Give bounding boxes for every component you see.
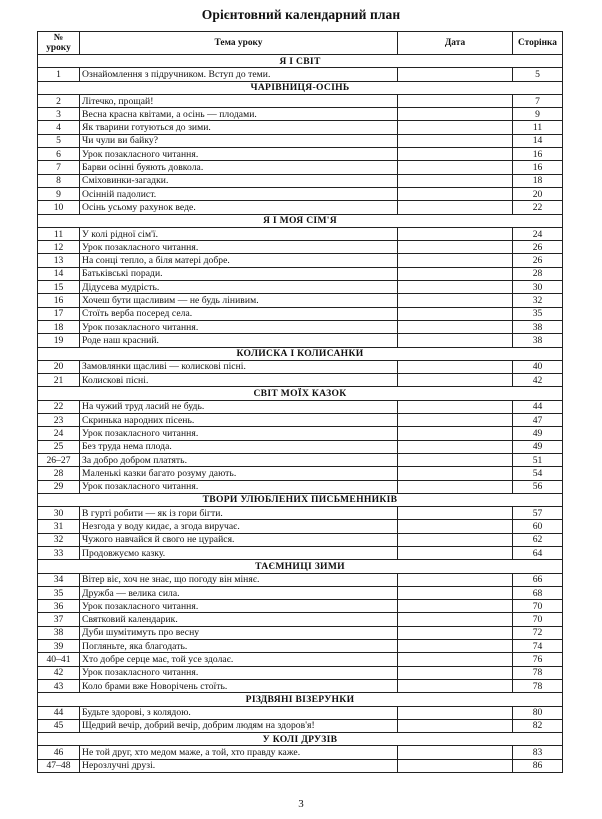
lesson-date-cell [398,440,513,453]
lesson-page-cell: 78 [513,679,563,692]
lesson-date-cell [398,201,513,214]
lesson-topic-cell: Як тварини готуються до зими. [80,121,398,134]
lesson-number-cell: 46 [38,746,80,759]
lesson-page-cell: 68 [513,586,563,599]
lesson-page-cell: 16 [513,161,563,174]
lesson-topic-cell: Святковий календарик. [80,613,398,626]
table-row [38,68,563,81]
lesson-date-cell [398,187,513,200]
lesson-page-cell: 20 [513,187,563,200]
lesson-page-cell: 40 [513,360,563,373]
table-row [38,453,563,466]
lesson-date-cell [398,600,513,613]
table-row [38,187,563,200]
lesson-number-cell: 38 [38,626,80,639]
lesson-page-cell: 54 [513,467,563,480]
section-row [38,347,563,360]
lesson-date-cell [398,254,513,267]
lesson-topic-cell: Замовлянки щасливі — колискові пісні. [80,360,398,373]
lesson-date-cell [398,586,513,599]
table-row [38,440,563,453]
lesson-date-cell [398,520,513,533]
lesson-date-cell [398,453,513,466]
table-row [38,360,563,373]
table-row [38,227,563,240]
lesson-page-cell: 30 [513,281,563,294]
lesson-page-cell: 38 [513,320,563,333]
lesson-date-cell [398,68,513,81]
lesson-number-cell: 11 [38,227,80,240]
section-title: Я І СВІТ [38,55,563,68]
lesson-topic-cell: Літечко, прощай! [80,94,398,107]
lesson-topic-cell: Вітер віє, хоч не знає, що погоду він міняє. [80,573,398,586]
lesson-topic-cell: Урок позакласного читання. [80,600,398,613]
lesson-date-cell [398,507,513,520]
lesson-number-cell: 37 [38,613,80,626]
lesson-number-cell: 33 [38,546,80,559]
table-row [38,374,563,387]
lesson-number-cell: 28 [38,467,80,480]
lesson-topic-cell: Урок позакласного читання. [80,480,398,493]
lesson-date-cell [398,626,513,639]
table-row [38,613,563,626]
lesson-page-cell: 76 [513,653,563,666]
lesson-topic-cell: Урок позакласного читання. [80,241,398,254]
lesson-number-cell: 18 [38,320,80,333]
lesson-number-cell: 10 [38,201,80,214]
lesson-topic-cell: Сміховинки-загадки. [80,174,398,187]
lesson-date-cell [398,134,513,147]
section-title: Я І МОЯ СІМ'Я [38,214,563,227]
lesson-number-cell: 30 [38,507,80,520]
lesson-page-cell: 66 [513,573,563,586]
section-title: КОЛИСКА І КОЛИСАНКИ [38,347,563,360]
lesson-date-cell [398,94,513,107]
lesson-date-cell [398,480,513,493]
lesson-page-cell: 32 [513,294,563,307]
lesson-page-cell: 44 [513,400,563,413]
lesson-topic-cell: Погляньте, яка благодать. [80,640,398,653]
lesson-number-cell: 35 [38,586,80,599]
table-row [38,414,563,427]
table-header-row [38,32,563,55]
lesson-number-cell: 23 [38,414,80,427]
section-row [38,693,563,706]
lesson-number-cell: 43 [38,679,80,692]
table-body [38,55,563,773]
lesson-page-cell: 22 [513,201,563,214]
section-row [38,214,563,227]
lesson-date-cell [398,573,513,586]
lesson-date-cell [398,161,513,174]
lesson-page-cell: 86 [513,759,563,772]
lesson-topic-cell: Урок позакласного читання. [80,320,398,333]
lesson-number-cell: 42 [38,666,80,679]
lesson-number-cell: 47–48 [38,759,80,772]
lesson-number-cell: 19 [38,334,80,347]
table-row [38,427,563,440]
lesson-topic-cell: Будьте здорові, з колядою. [80,706,398,719]
lesson-topic-cell: Стоїть верба посеред села. [80,307,398,320]
lesson-number-cell: 9 [38,187,80,200]
header-topic: Тема уроку [80,32,398,55]
lesson-topic-cell: Осінь усьому рахунок веде. [80,201,398,214]
lesson-number-cell: 1 [38,68,80,81]
section-title: ЧАРІВНИЦЯ-ОСІНЬ [38,81,563,94]
lesson-date-cell [398,706,513,719]
lesson-topic-cell: Роде наш красний. [80,334,398,347]
section-title: РІЗДВЯНІ ВІЗЕРУНКИ [38,693,563,706]
lesson-date-cell [398,679,513,692]
lesson-page-cell: 72 [513,626,563,639]
table-row [38,134,563,147]
table-row [38,320,563,333]
lesson-topic-cell: Урок позакласного читання. [80,666,398,679]
header-page: Сторінка [513,32,563,55]
lesson-page-cell: 49 [513,427,563,440]
lesson-page-cell: 49 [513,440,563,453]
lesson-page-cell: 42 [513,374,563,387]
lesson-date-cell [398,227,513,240]
lesson-topic-cell: Урок позакласного читання. [80,148,398,161]
lesson-page-cell: 26 [513,241,563,254]
section-row [38,55,563,68]
lesson-topic-cell: Урок позакласного читання. [80,427,398,440]
table-row [38,174,563,187]
table-row [38,281,563,294]
lesson-date-cell [398,108,513,121]
table-row [38,546,563,559]
lesson-number-cell: 44 [38,706,80,719]
lesson-page-cell: 70 [513,613,563,626]
table-row [38,706,563,719]
table-row [38,254,563,267]
calendar-plan-table [37,31,563,773]
lesson-page-cell: 14 [513,134,563,147]
lesson-number-cell: 31 [38,520,80,533]
lesson-date-cell [398,307,513,320]
lesson-date-cell [398,241,513,254]
lesson-number-cell: 4 [38,121,80,134]
header-lesson-number [38,32,80,55]
section-row [38,387,563,400]
section-title: ТАЄМНИЦІ ЗИМИ [38,560,563,573]
lesson-number-cell: 6 [38,148,80,161]
lesson-number-cell: 34 [38,573,80,586]
lesson-topic-cell: Барви осінні буяють довкола. [80,161,398,174]
lesson-number-cell: 16 [38,294,80,307]
lesson-number-cell: 12 [38,241,80,254]
table-row [38,507,563,520]
lesson-date-cell [398,640,513,653]
table-row [38,334,563,347]
lesson-number-cell: 21 [38,374,80,387]
lesson-date-cell [398,374,513,387]
table-row [38,201,563,214]
table-row [38,719,563,732]
table-row [38,480,563,493]
table-row [38,533,563,546]
lesson-number-cell: 26–27 [38,453,80,466]
page-number: 3 [298,798,304,810]
table-row [38,294,563,307]
lesson-topic-cell: Хто добре серце має, той усе здолає. [80,653,398,666]
table-row [38,267,563,280]
header-lesson-number-label: № уроку [46,33,71,53]
lesson-date-cell [398,121,513,134]
lesson-date-cell [398,334,513,347]
lesson-page-cell: 70 [513,600,563,613]
lesson-number-cell: 14 [38,267,80,280]
lesson-topic-cell: У колі рідної сім'ї. [80,227,398,240]
section-title: ТВОРИ УЛЮБЛЕНИХ ПИСЬМЕННИКІВ [38,493,563,506]
lesson-page-cell: 82 [513,719,563,732]
lesson-topic-cell: Не той друг, хто медом маже, а той, хто правду каже. [80,746,398,759]
lesson-topic-cell: На чужий труд ласий не будь. [80,400,398,413]
lesson-page-cell: 18 [513,174,563,187]
lesson-topic-cell: Маленькі казки багато розуму дають. [80,467,398,480]
lesson-topic-cell: На сонці тепло, а біля матері добре. [80,254,398,267]
table-row [38,108,563,121]
lesson-page-cell: 9 [513,108,563,121]
lesson-number-cell: 40–41 [38,653,80,666]
lesson-date-cell [398,746,513,759]
lesson-page-cell: 11 [513,121,563,134]
lesson-page-cell: 28 [513,267,563,280]
lesson-number-cell: 36 [38,600,80,613]
header-date: Дата [398,32,513,55]
lesson-page-cell: 78 [513,666,563,679]
table-row [38,148,563,161]
lesson-number-cell: 2 [38,94,80,107]
table-row [38,307,563,320]
lesson-number-cell: 7 [38,161,80,174]
lesson-date-cell [398,320,513,333]
lesson-topic-cell: Хочеш бути щасливим — не будь лінивим. [80,294,398,307]
lesson-topic-cell: Продовжуємо казку. [80,546,398,559]
lesson-date-cell [398,360,513,373]
lesson-number-cell: 3 [38,108,80,121]
lesson-page-cell: 5 [513,68,563,81]
lesson-date-cell [398,174,513,187]
table-row [38,161,563,174]
table-row [38,586,563,599]
lesson-topic-cell: Батьківські поради. [80,267,398,280]
section-title: У КОЛІ ДРУЗІВ [38,733,563,746]
lesson-page-cell: 7 [513,94,563,107]
lesson-page-cell: 35 [513,307,563,320]
lesson-number-cell: 45 [38,719,80,732]
lesson-number-cell: 29 [38,480,80,493]
lesson-topic-cell: Скринька народних пісень. [80,414,398,427]
lesson-date-cell [398,533,513,546]
lesson-page-cell: 83 [513,746,563,759]
table-row [38,679,563,692]
lesson-number-cell: 8 [38,174,80,187]
lesson-topic-cell: Весна красна квітами, а осінь — плодами. [80,108,398,121]
table-row [38,241,563,254]
table-row [38,746,563,759]
lesson-topic-cell: Осінній падолист. [80,187,398,200]
table-row [38,759,563,772]
lesson-topic-cell: Дружба — велика сила. [80,586,398,599]
lesson-topic-cell: Дідусева мудрість. [80,281,398,294]
table-row [38,640,563,653]
section-row [38,493,563,506]
lesson-date-cell [398,148,513,161]
lesson-number-cell: 5 [38,134,80,147]
lesson-page-cell: 60 [513,520,563,533]
table-row [38,121,563,134]
section-row [38,560,563,573]
lesson-number-cell: 24 [38,427,80,440]
lesson-topic-cell: Чужого навчайся й свого не цурайся. [80,533,398,546]
section-row [38,81,563,94]
lesson-page-cell: 56 [513,480,563,493]
lesson-date-cell [398,267,513,280]
lesson-date-cell [398,653,513,666]
table-row [38,520,563,533]
lesson-topic-cell: Ознайомлення з підручником. Вступ до теми. [80,68,398,81]
lesson-number-cell: 25 [38,440,80,453]
page-title: Орієнтовний календарний план [201,7,401,22]
lesson-number-cell: 15 [38,281,80,294]
lesson-date-cell [398,294,513,307]
table-row [38,467,563,480]
lesson-date-cell [398,400,513,413]
lesson-number-cell: 39 [38,640,80,653]
lesson-page-cell: 16 [513,148,563,161]
table-row [38,573,563,586]
lesson-topic-cell: Незгода у воду кидає, а згода виручає. [80,520,398,533]
lesson-page-cell: 24 [513,227,563,240]
lesson-date-cell [398,613,513,626]
section-row [38,733,563,746]
table-row [38,666,563,679]
lesson-number-cell: 22 [38,400,80,413]
table-row [38,653,563,666]
lesson-topic-cell: Без труда нема плода. [80,440,398,453]
lesson-date-cell [398,666,513,679]
lesson-page-cell: 26 [513,254,563,267]
lesson-page-cell: 62 [513,533,563,546]
table-row [38,600,563,613]
table-row [38,400,563,413]
section-title: СВІТ МОЇХ КАЗОК [38,387,563,400]
lesson-date-cell [398,281,513,294]
lesson-date-cell [398,467,513,480]
table-row [38,94,563,107]
lesson-topic-cell: Нерозлучні друзі. [80,759,398,772]
lesson-topic-cell: Щедрий вечір, добрий вечір, добрим людям на здоров'я! [80,719,398,732]
lesson-page-cell: 51 [513,453,563,466]
lesson-date-cell [398,427,513,440]
lesson-page-cell: 74 [513,640,563,653]
lesson-number-cell: 17 [38,307,80,320]
lesson-number-cell: 13 [38,254,80,267]
lesson-date-cell [398,759,513,772]
lesson-topic-cell: В гурті робити — як із гори бігти. [80,507,398,520]
lesson-page-cell: 57 [513,507,563,520]
lesson-number-cell: 20 [38,360,80,373]
table-row [38,626,563,639]
lesson-date-cell [398,546,513,559]
lesson-topic-cell: Чи чули ви байку? [80,134,398,147]
lesson-page-cell: 38 [513,334,563,347]
lesson-topic-cell: За добро добром платять. [80,453,398,466]
lesson-topic-cell: Дуби шумітимуть про весну [80,626,398,639]
lesson-page-cell: 47 [513,414,563,427]
lesson-page-cell: 80 [513,706,563,719]
lesson-page-cell: 64 [513,546,563,559]
lesson-number-cell: 32 [38,533,80,546]
lesson-topic-cell: Коло брами вже Новорічень стоїть. [80,679,398,692]
lesson-topic-cell: Колискові пісні. [80,374,398,387]
lesson-date-cell [398,719,513,732]
lesson-date-cell [398,414,513,427]
